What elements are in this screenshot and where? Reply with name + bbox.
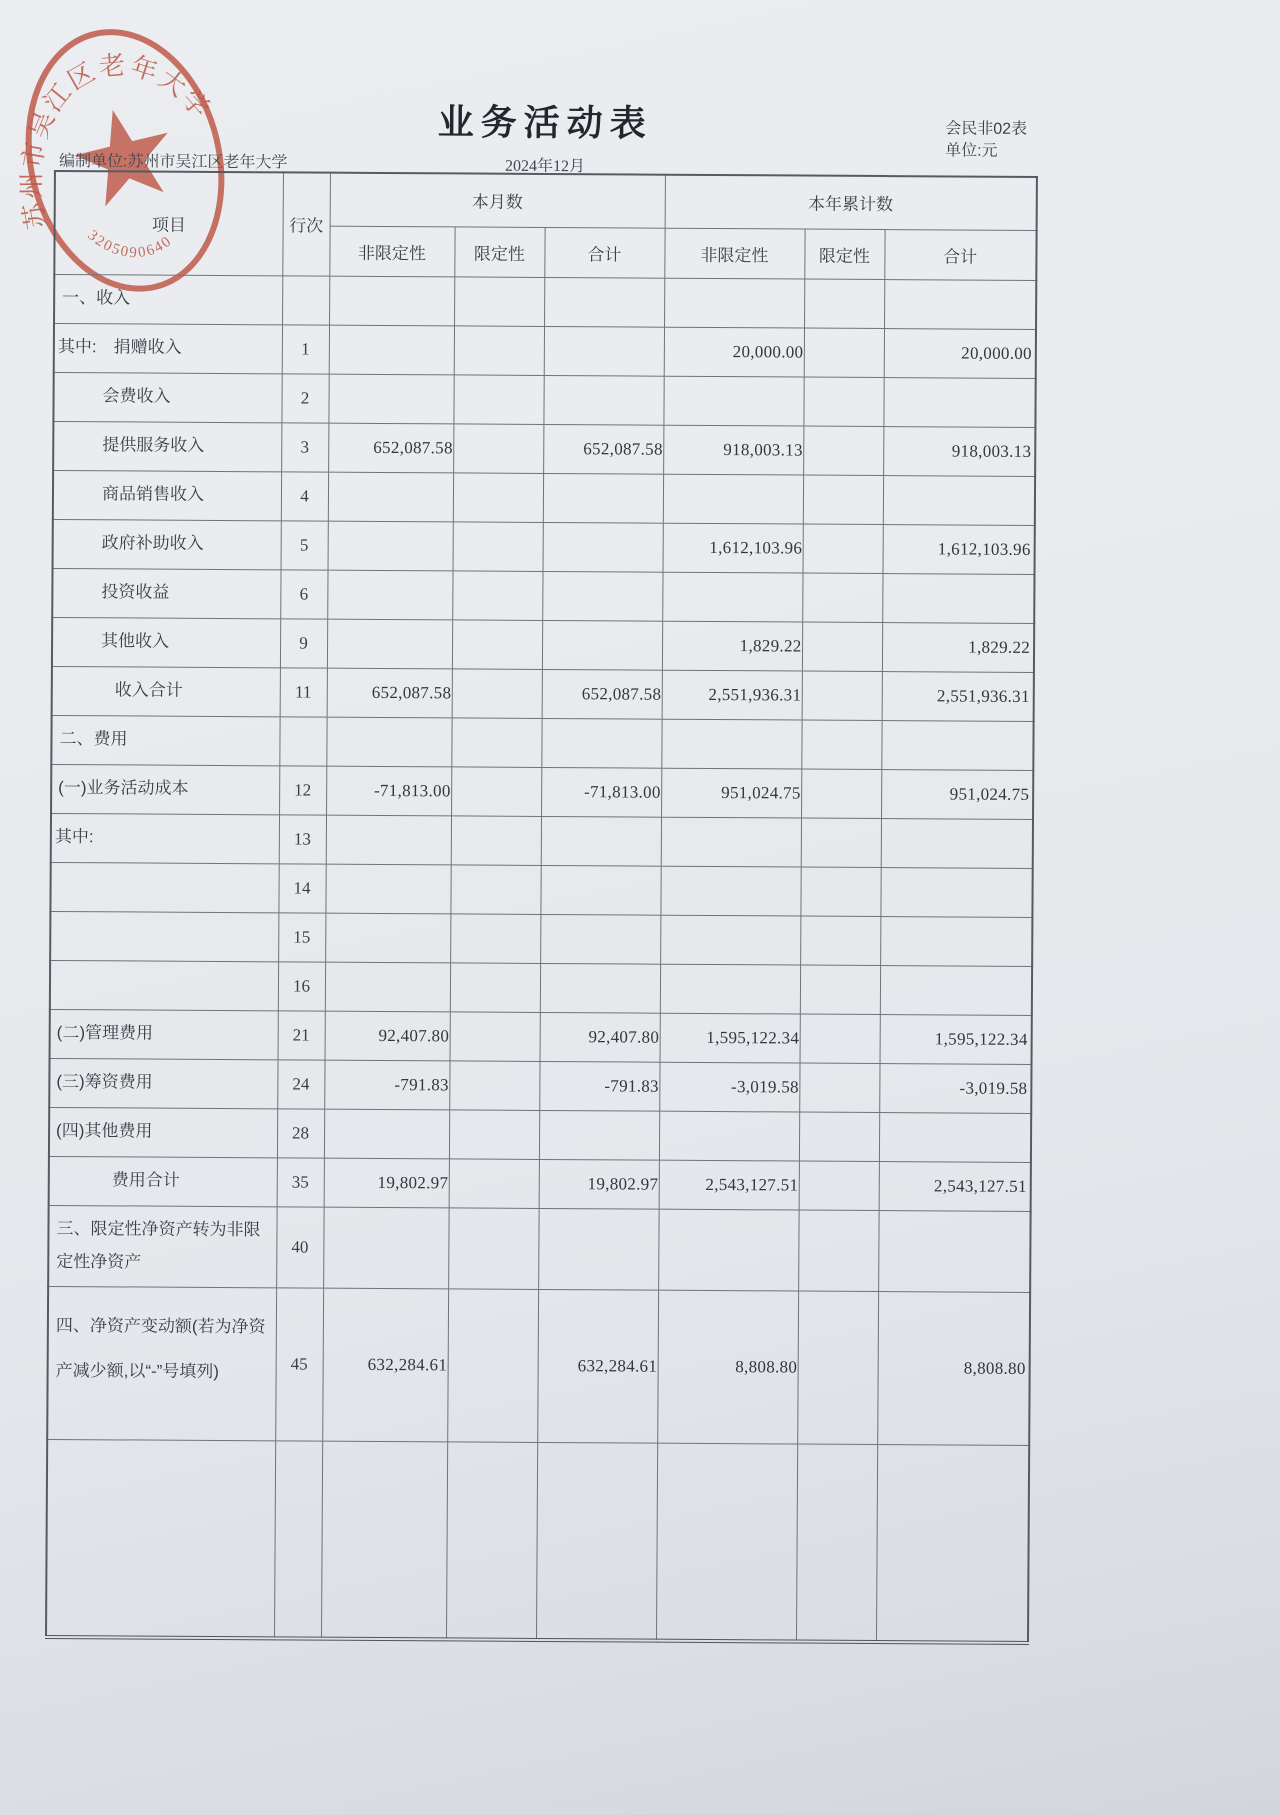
value-cell-y-unrestricted <box>661 719 801 769</box>
value-cell-y-total <box>882 573 1034 623</box>
line-no-cell <box>279 716 326 765</box>
value-cell-y-unrestricted <box>660 915 800 965</box>
table-row <box>50 862 1032 917</box>
value-cell-m-restricted <box>453 423 543 473</box>
value-cell-y-total: 20,000.00 <box>884 328 1036 378</box>
line-no-cell: 11 <box>280 667 327 716</box>
value-cell-m-unrestricted <box>328 521 453 571</box>
value-cell-m-unrestricted <box>327 570 452 620</box>
row-label-cell: 收入合计 <box>52 666 280 716</box>
value-cell-y-unrestricted <box>662 572 802 622</box>
value-cell-m-unrestricted: 652,087.58 <box>327 668 452 718</box>
row-label-cell: 提供服务收入 <box>53 421 281 471</box>
table-row <box>49 1156 1031 1211</box>
row-label-cell: (二)管理费用 <box>50 1009 278 1059</box>
value-cell-m-restricted <box>454 325 544 375</box>
col-header-year-unrestricted: 非限定性 <box>664 228 804 279</box>
table-row <box>46 1439 1029 1643</box>
col-header-month-group: 本月数 <box>330 173 665 228</box>
table-row <box>50 960 1032 1015</box>
line-no-cell: 28 <box>277 1108 324 1157</box>
stamp-code-text: 3205090640 <box>84 227 176 262</box>
col-header-month-unrestricted: 非限定性 <box>329 226 454 277</box>
table-row <box>54 274 1036 329</box>
unit-label: 单位:元 <box>945 142 998 161</box>
value-cell-m-restricted <box>451 717 541 767</box>
value-cell-y-unrestricted: 918,003.13 <box>663 425 803 475</box>
table-row <box>51 813 1033 868</box>
value-cell-m-unrestricted <box>328 374 453 424</box>
value-cell-y-restricted <box>798 1210 878 1291</box>
line-no-cell: 12 <box>279 765 326 814</box>
value-cell-m-restricted <box>452 570 542 620</box>
value-cell-m-total <box>544 277 664 327</box>
value-cell-m-total <box>538 1208 659 1290</box>
value-cell-m-total <box>543 375 663 425</box>
value-cell-y-unrestricted: 20,000.00 <box>664 327 804 377</box>
table-row <box>53 421 1035 476</box>
value-cell-y-total <box>879 1112 1031 1162</box>
value-cell-m-total: 632,284.61 <box>537 1289 658 1443</box>
table-row <box>53 470 1035 525</box>
value-cell-m-unrestricted <box>328 472 453 522</box>
value-cell-y-total <box>880 916 1032 966</box>
value-cell-y-unrestricted <box>660 964 800 1014</box>
value-cell-y-total: 1,595,122.34 <box>880 1014 1032 1064</box>
value-cell-y-total <box>883 475 1035 525</box>
value-cell-y-restricted <box>803 426 883 475</box>
value-cell-m-total <box>543 522 663 572</box>
value-cell-m-restricted <box>453 374 543 424</box>
col-header-year-restricted: 限定性 <box>804 229 884 279</box>
value-cell-y-restricted <box>796 1444 877 1642</box>
value-cell-y-total <box>881 818 1033 868</box>
prepared-by-label: 编制单位: <box>58 152 128 171</box>
row-label-cell <box>50 862 278 912</box>
line-no-cell: 16 <box>278 961 325 1010</box>
value-cell-y-unrestricted <box>658 1209 798 1291</box>
value-cell-m-total <box>544 326 664 376</box>
value-cell-m-restricted <box>449 1158 539 1208</box>
value-cell-m-total <box>539 1110 659 1160</box>
page-title: 业务活动表 <box>437 102 653 144</box>
value-cell-y-unrestricted: 2,543,127.51 <box>659 1160 799 1210</box>
value-cell-m-restricted <box>451 815 541 865</box>
col-header-line-no: 行次 <box>282 172 330 275</box>
row-label-cell: 政府补助收入 <box>53 519 281 569</box>
line-no-cell <box>274 1440 322 1638</box>
row-label-cell: 费用合计 <box>49 1156 277 1206</box>
value-cell-y-total: 1,829.22 <box>882 622 1034 672</box>
value-cell-y-total <box>884 279 1036 329</box>
stamp-org-text: 苏州市吴江区老年大学 <box>16 49 218 232</box>
col-header-year-total: 合计 <box>884 229 1036 280</box>
value-cell-m-restricted <box>449 1060 539 1110</box>
line-no-cell: 13 <box>279 814 326 863</box>
row-label-cell: 一、收入 <box>54 274 282 324</box>
value-cell-y-restricted <box>802 573 882 622</box>
row-label-cell: 二、费用 <box>51 715 279 765</box>
value-cell-m-restricted <box>449 1109 539 1159</box>
table-row <box>49 1058 1031 1113</box>
value-cell-m-total <box>541 718 661 768</box>
value-cell-y-total <box>880 867 1032 917</box>
col-header-item: 项目 <box>54 171 283 275</box>
value-cell-m-restricted <box>450 864 540 914</box>
value-cell-y-unrestricted <box>656 1443 797 1642</box>
row-label-cell: 其他收入 <box>52 617 280 667</box>
value-cell-m-unrestricted <box>329 325 454 375</box>
value-cell-m-unrestricted <box>323 1207 448 1289</box>
row-label-cell: (四)其他费用 <box>49 1107 277 1157</box>
value-cell-m-total <box>542 571 662 621</box>
line-no-cell: 2 <box>281 373 328 422</box>
value-cell-m-unrestricted: -791.83 <box>324 1060 449 1110</box>
value-cell-m-unrestricted <box>321 1441 447 1640</box>
value-cell-m-total: 652,087.58 <box>543 424 663 474</box>
value-cell-y-unrestricted: 1,829.22 <box>662 621 802 671</box>
table-row <box>51 715 1033 770</box>
value-cell-m-unrestricted: -71,813.00 <box>326 766 451 816</box>
value-cell-y-restricted <box>804 328 884 377</box>
value-cell-y-restricted <box>800 916 880 965</box>
value-cell-y-unrestricted: 2,551,936.31 <box>662 670 802 720</box>
value-cell-m-restricted <box>450 913 540 963</box>
value-cell-y-unrestricted: 8,808.80 <box>657 1290 798 1444</box>
business-activity-table <box>45 170 1038 1645</box>
value-cell-y-restricted <box>799 1112 879 1161</box>
value-cell-m-total: -71,813.00 <box>541 767 661 817</box>
line-no-cell: 3 <box>281 422 328 471</box>
value-cell-m-restricted <box>448 1207 538 1289</box>
line-no-cell <box>282 275 329 324</box>
table-row <box>52 666 1034 721</box>
value-cell-m-total <box>541 816 661 866</box>
row-label-cell: 其中: 捐赠收入 <box>54 323 282 373</box>
line-no-cell: 15 <box>278 912 325 961</box>
value-cell-y-total: -3,019.58 <box>879 1063 1031 1113</box>
line-no-cell: 24 <box>277 1059 324 1108</box>
value-cell-y-total <box>881 720 1033 770</box>
table-row <box>48 1205 1031 1292</box>
value-cell-m-total <box>543 473 663 523</box>
line-no-cell: 1 <box>282 324 329 373</box>
value-cell-y-total <box>876 1444 1029 1643</box>
value-cell-m-unrestricted: 19,802.97 <box>324 1158 449 1208</box>
value-cell-m-total: -791.83 <box>539 1061 659 1111</box>
value-cell-m-total <box>540 963 660 1013</box>
table-row <box>53 519 1035 574</box>
value-cell-m-total <box>540 865 660 915</box>
value-cell-y-total: 951,024.75 <box>881 769 1033 819</box>
value-cell-m-restricted <box>450 962 540 1012</box>
value-cell-m-restricted <box>447 1288 538 1442</box>
line-no-cell: 21 <box>278 1010 325 1059</box>
line-no-cell: 14 <box>278 863 325 912</box>
row-label-cell: 三、限定性净资产转为非限定性净资产 <box>48 1205 276 1287</box>
value-cell-y-unrestricted <box>661 817 801 867</box>
value-cell-y-restricted <box>802 622 882 671</box>
value-cell-y-restricted <box>799 1161 879 1210</box>
line-no-cell: 45 <box>275 1287 323 1440</box>
col-header-year-group: 本年累计数 <box>665 175 1037 230</box>
value-cell-m-unrestricted: 652,087.58 <box>328 423 453 473</box>
value-cell-y-restricted <box>803 524 883 573</box>
line-no-cell: 6 <box>280 569 327 618</box>
value-cell-m-unrestricted <box>326 815 451 865</box>
value-cell-m-unrestricted <box>324 1109 449 1159</box>
row-label-cell: (三)筹资费用 <box>49 1058 277 1108</box>
value-cell-y-restricted <box>799 1063 879 1112</box>
col-header-month-restricted: 限定性 <box>454 226 544 277</box>
report-period: 2024年12月 <box>504 157 586 176</box>
form-code: 会民非02表 <box>945 120 1028 138</box>
value-cell-y-unrestricted <box>663 376 803 426</box>
value-cell-y-total: 8,808.80 <box>877 1291 1030 1445</box>
value-cell-m-restricted <box>454 276 544 326</box>
value-cell-y-unrestricted: 1,595,122.34 <box>660 1013 800 1063</box>
value-cell-y-unrestricted: 951,024.75 <box>661 768 801 818</box>
value-cell-m-unrestricted <box>326 717 451 767</box>
table-row <box>52 568 1034 623</box>
value-cell-m-unrestricted <box>325 913 450 963</box>
value-cell-m-total <box>540 914 660 964</box>
value-cell-m-total: 19,802.97 <box>539 1159 659 1209</box>
value-cell-m-restricted <box>451 766 541 816</box>
value-cell-m-total <box>542 620 662 670</box>
value-cell-m-unrestricted: 92,407.80 <box>325 1011 450 1061</box>
value-cell-y-restricted <box>803 377 883 426</box>
line-no-cell: 4 <box>281 471 328 520</box>
value-cell-y-total <box>883 377 1035 427</box>
value-cell-y-restricted <box>802 671 882 720</box>
value-cell-m-restricted <box>453 472 543 522</box>
line-no-cell: 5 <box>281 520 328 569</box>
row-label-cell: 其中: <box>51 813 279 863</box>
table-row <box>51 764 1033 819</box>
row-label-cell: (一)业务活动成本 <box>51 764 279 814</box>
row-label-cell: 商品销售收入 <box>53 470 281 520</box>
value-cell-m-restricted <box>453 521 543 571</box>
value-cell-m-unrestricted <box>325 864 450 914</box>
value-cell-y-total: 2,543,127.51 <box>879 1161 1031 1211</box>
value-cell-y-unrestricted <box>659 1111 799 1161</box>
value-cell-m-total: 652,087.58 <box>542 669 662 719</box>
line-no-cell: 35 <box>277 1157 324 1206</box>
value-cell-y-total <box>880 965 1032 1015</box>
value-cell-y-restricted <box>797 1291 878 1444</box>
value-cell-m-unrestricted: 632,284.61 <box>322 1288 448 1442</box>
value-cell-y-unrestricted <box>664 278 804 328</box>
table-row <box>50 1009 1032 1064</box>
row-label-cell: 四、净资产变动额(若为净资产减少额,以“-”号填列) <box>47 1286 276 1440</box>
value-cell-m-total <box>536 1442 657 1641</box>
value-cell-y-unrestricted <box>663 474 803 524</box>
value-cell-m-unrestricted <box>329 276 454 326</box>
value-cell-y-restricted <box>800 867 880 916</box>
value-cell-y-unrestricted: 1,612,103.96 <box>663 523 803 573</box>
line-no-cell: 40 <box>276 1206 323 1287</box>
value-cell-y-restricted <box>803 475 883 524</box>
value-cell-m-unrestricted <box>327 619 452 669</box>
value-cell-y-total: 918,003.13 <box>883 426 1035 476</box>
value-cell-m-restricted <box>446 1441 537 1640</box>
table-row <box>53 372 1035 427</box>
value-cell-m-restricted <box>450 1011 540 1061</box>
value-cell-y-restricted <box>804 279 884 328</box>
table-row <box>52 617 1034 672</box>
prepared-by-value: 苏州市吴江区老年大学 <box>127 153 288 172</box>
value-cell-m-unrestricted <box>325 962 450 1012</box>
value-cell-y-restricted <box>800 965 880 1014</box>
value-cell-m-restricted <box>452 619 542 669</box>
row-label-cell: 会费收入 <box>53 372 281 422</box>
value-cell-y-unrestricted: -3,019.58 <box>659 1062 799 1112</box>
value-cell-y-restricted <box>801 818 881 867</box>
value-cell-y-total <box>878 1210 1031 1292</box>
value-cell-y-total: 1,612,103.96 <box>883 524 1035 574</box>
value-cell-y-total: 2,551,936.31 <box>882 671 1034 721</box>
col-header-month-total: 合计 <box>544 227 664 278</box>
value-cell-y-restricted <box>801 720 881 769</box>
row-label-cell <box>50 911 278 961</box>
table-row <box>49 1107 1031 1162</box>
value-cell-y-unrestricted <box>660 866 800 916</box>
table-row <box>47 1286 1030 1445</box>
line-no-cell: 9 <box>280 618 327 667</box>
table-row <box>50 911 1032 966</box>
value-cell-y-restricted <box>800 1014 880 1063</box>
table-row <box>54 323 1036 378</box>
value-cell-m-restricted <box>452 668 542 718</box>
row-label-cell <box>50 960 278 1010</box>
value-cell-m-total: 92,407.80 <box>540 1012 660 1062</box>
row-label-cell: 投资收益 <box>52 568 280 618</box>
row-label-cell <box>46 1439 275 1638</box>
value-cell-y-restricted <box>801 769 881 818</box>
header-row-groups <box>55 171 1037 230</box>
